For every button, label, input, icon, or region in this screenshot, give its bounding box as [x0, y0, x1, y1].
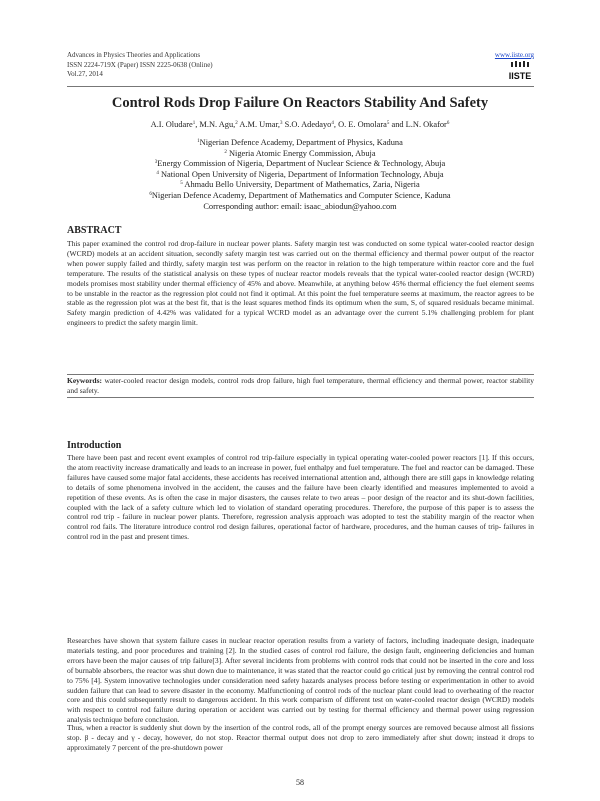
keywords [67, 376, 534, 396]
abstract-heading: ABSTRACT [67, 225, 122, 236]
affiliation-3: $^3$Energy Commission of Nigeria, Department of Nuclear Science & Technology, Abuja [154, 159, 446, 169]
affiliations [60, 138, 540, 212]
journal-issn: ISSN 2224-719X (Paper) ISSN 2225-0638 (Online) [67, 60, 213, 69]
svg-text:IISTE: IISTE [508, 71, 532, 81]
author-2: M.N. Agu,$^2$ [199, 120, 238, 129]
paper-title: Control Rods Drop Failure On Reactors Stability And Safety [111, 95, 489, 111]
keywords-label: Keywords: [67, 376, 102, 385]
abstract-rule [67, 374, 534, 375]
affiliation-1: $^1$Nigerian Defence Academy, Department of Physics, Kaduna [197, 138, 403, 147]
author-line: A.I. Oludare$^1$, M.N. Agu,$^2$ A.M. Umar,$^3$ S.O. Adedayo$^4$, O. E. Omolara$^5$ and L.N. Okafor$^6$ [150, 120, 450, 129]
affiliation-2: $^2$ Nigeria Atomic Energy Commission, Abuja [224, 148, 376, 158]
journal-url-link[interactable]: www.iiste.org [494, 51, 534, 59]
affiliation-6: $^6$Nigerian Defence Academy, Department of Mathematics and Computer Science, Kaduna [149, 190, 451, 200]
affiliation-5: $^5$ Ahmadu Bello University, Department of Mathematics, Zaria, Nigeria [180, 180, 420, 190]
iiste-logo-icon [508, 61, 532, 83]
author-6: and L.N. Okafor$^6$ [391, 120, 450, 129]
keywords-text: water-cooled reactor design models, control rods drop failure, high fuel temperature, thermal efficiency and thermal power, reactor stability and safety. [67, 376, 534, 395]
journal-header [67, 51, 213, 80]
intro-heading: Introduction [67, 440, 122, 451]
author-5: O. E. Omolara$^5$ [338, 120, 390, 129]
intro-paragraph-1: There have been past and recent event examples of control rod trip-failure especially in typical operating water-cooled power reactors [1]. If this occurs, the atom reactivity increase dramatically and leads to an increase in power, fuel enthalpy and fuel temperature. The fuel and reactor can be damaged. These failures have caused some major fatal accidents, these accidents has received international attention and, although there are still gaps in knowledge relating to details of some phenomena involved in the accident, the causes and the failure have been clearly identified and measures implemented to avoid a repetition of these events. As is often the case in major disasters, the causes relate to two areas – poor design of the reactor and its shut-down facilities, coupled with the lack of a safety culture which led to violation of standard operating procedures. Therefore, the purpose of this paper is to assess the control rod trip - failure in nuclear power plants. Therefore, regression analysis approach was adopted to test the stability margin of the reactor when control rod fails. The literature introduce control rod design failures, operational factor of hardware, procedures, and the human causes of trip- failures in control rod in the past and present times. [67, 453, 534, 542]
page-number: 58 [296, 778, 304, 787]
affiliation-4: $^4$ National Open University of Nigeria, Department of Information Technology, Abuja [156, 169, 444, 179]
abstract-text: This paper examined the control rod drop-failure in nuclear power plants. Safety margin test was conducted on some typical water-cooled reactor design (WCRD) models at an accident situation, secondly safety margin test was carried out on the thermal efficiency and thermal power output of the reactor when power supply failed and thirdly, safety margin test was perform on the reactor in relation to the high temperature within reactor core and the fuel temperature. The results of the statistical analysis on these types of nuclear reactor models reveals that the typical water-cooled reactor design (WCRD) models promises most stability under thermal efficiency of 45% and above. Meanwhile, at anything below 45% thermal efficiency the fuel element seems to be unstable in the reactor as the regression plot could not find it optimal. At this point the fuel temperature seems at maximum, the reactor agrees to be stable as the regression plot was at the best fit, that is the least squares method finds its optimum when the sum, S, of squared residuals became minimal. Safety margin prediction of 4.42% was validated for a typical WCRD model as an advantage over the current 5.1% challenging problem for plant engineers to predict the safety margin limit. [67, 239, 534, 328]
author-3: A.M. Umar,$^3$ [239, 120, 283, 129]
journal-name: Advances in Physics Theories and Applications [67, 51, 201, 59]
author-4: S.O. Adedayo$^4$ [284, 120, 334, 129]
intro-paragraph-3: Thus, when a reactor is suddenly shut down by the insertion of the control rods, all of the prompt energy sources are removed because almost all fissions stop. β - decay and γ - decay, however, do not stop. Reactor thermal output does not drop to zero immediately after shut down; instead it drops to approximately 7 percent of the pre-shutdown power [67, 723, 534, 752]
intro-paragraph-2: Researches have shown that system failure cases in nuclear reactor operation results from a variety of factors, including inadequate design, inadequate materials testing, and poor procedures and training [2]. In the studied cases of control rod failure, the design fault, engineering deficiencies and human errors have been the major causes of trip failure[3]. After several incidents from problems with control rods that could not be inserted in the core and loss of burnable absorbers, the reactor was shut down due to maintenance, it was stated that the reactor could go critical just by removing the central control rod to 75% [4]. System innovative technologies under consideration need safety hazards analyses process before testing or experimentation in other to avoid sudden failure that can lead to severe disaster in the economy. Malfunctioning of control rods of the nuclear plant could lead to overheating of the reactor core and this could subsequently result to dangerous accident. In this work comparism of different test on water-cooled reactor design (WCRD) models with respect to control rod failure during operation or accident was carried out by testing for thermal efficiency and thermal power using regression analysis technique before conclusion. [67, 636, 534, 725]
author-1: A.I. Oludare$^1$ [150, 120, 196, 129]
header-rule [67, 86, 534, 87]
keywords-rule [67, 397, 534, 398]
journal-volume: Vol.27, 2014 [67, 70, 103, 78]
corresponding-author: Corresponding author: email: isaac_abiodun@yahoo.com [203, 201, 397, 211]
